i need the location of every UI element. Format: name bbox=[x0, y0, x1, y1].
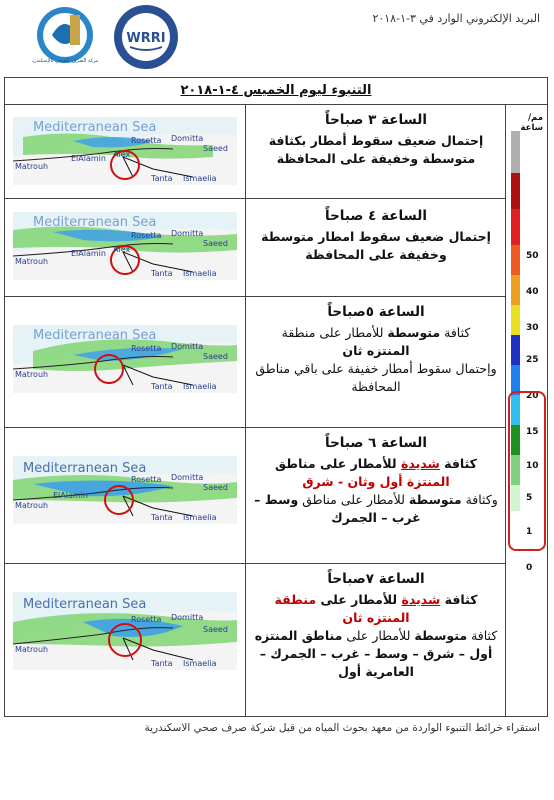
svg-text:Mediterranean Sea: Mediterranean Sea bbox=[33, 120, 157, 135]
map-cell bbox=[5, 199, 246, 296]
svg-text:Alex: Alex bbox=[113, 245, 131, 254]
svg-text:Domitta: Domitta bbox=[171, 134, 204, 143]
legend-swatch bbox=[511, 245, 520, 275]
rain-map-3am bbox=[13, 117, 237, 185]
forecast-line-3: وإحتمال سقوط أمطار خفيفة على باقي مناطق المحافظة bbox=[255, 361, 497, 394]
map-cell bbox=[5, 428, 246, 563]
forecast-text-3am bbox=[247, 105, 505, 198]
svg-text:Mediterranean Sea: Mediterranean Sea bbox=[23, 597, 147, 612]
legend-swatch bbox=[511, 335, 520, 365]
svg-text:Ismaelia: Ismaelia bbox=[183, 659, 217, 668]
rain-map-7am bbox=[13, 592, 237, 670]
legend-label: 5 bbox=[526, 493, 533, 503]
forecast-text-5am bbox=[247, 297, 505, 427]
svg-text:Domitta: Domitta bbox=[171, 342, 204, 351]
forecast-row-5am bbox=[5, 297, 506, 428]
legend-label: 40 bbox=[526, 287, 539, 297]
svg-text:Tanta: Tanta bbox=[151, 659, 173, 668]
rain-map-5am bbox=[13, 325, 237, 393]
hour-label: الساعة ٧صباحاً bbox=[327, 571, 425, 587]
forecast-description: إحتمال ضعيف سقوط أمطار بكثافة متوسطة وخفيفة على المحافظة bbox=[268, 133, 484, 166]
svg-text:Ismaelia: Ismaelia bbox=[183, 513, 217, 522]
svg-text:Mediterranean Sea: Mediterranean Sea bbox=[33, 328, 157, 343]
svg-text:Saeed: Saeed bbox=[203, 625, 228, 634]
hour-label: الساعة ٤ صباحاً bbox=[325, 208, 427, 224]
svg-text:Matrouh: Matrouh bbox=[15, 257, 49, 266]
svg-text:Alex: Alex bbox=[113, 150, 131, 159]
svg-text:Tanta: Tanta bbox=[151, 174, 173, 183]
svg-text:Rosetta: Rosetta bbox=[131, 615, 162, 624]
rain-intensity-legend bbox=[505, 105, 547, 716]
svg-text:Mediterranean Sea: Mediterranean Sea bbox=[23, 461, 147, 476]
logo-left-text: شركة الصرف الصحي بالإسكندرية bbox=[32, 58, 98, 64]
sewage-company-logo bbox=[32, 5, 98, 65]
forecast-paragraph-1: كثافة شديدة للأمطار على مناطق المنتزة أول وثان - شرق bbox=[275, 456, 477, 489]
svg-text:Matrouh: Matrouh bbox=[15, 501, 49, 510]
forecast-row-7am bbox=[5, 564, 506, 716]
svg-text:ElAlamin: ElAlamin bbox=[71, 154, 106, 163]
svg-text:ElAlamin: ElAlamin bbox=[53, 491, 88, 500]
logo-right-text: WRRI bbox=[126, 31, 166, 46]
svg-text:Matrouh: Matrouh bbox=[15, 370, 49, 379]
forecast-paragraph-2: كثافة متوسطة للأمطار على مناطق المنتزه أول – شرق – وسط – غرب – الجمرك – العامرية أول bbox=[254, 628, 498, 679]
svg-text:Ismaelia: Ismaelia bbox=[183, 269, 217, 278]
svg-text:Ismaelia: Ismaelia bbox=[183, 382, 217, 391]
map-cell bbox=[5, 297, 246, 427]
legend-label: 10 bbox=[526, 461, 539, 471]
forecast-text-6am bbox=[247, 428, 505, 563]
svg-text:Matrouh: Matrouh bbox=[15, 162, 49, 171]
legend-label: 1 bbox=[526, 527, 533, 537]
forecast-paragraph-2: وكثافة متوسطة للأمطار على مناطق وسط – غرب – الجمرك bbox=[254, 492, 498, 525]
forecast-description: إحتمال ضعيف سقوط امطار متوسطة وخفيفة على المحافظة bbox=[261, 229, 491, 262]
map-cell bbox=[5, 564, 246, 716]
legend-unit: مم/ساعة bbox=[520, 113, 543, 133]
legend-label: 30 bbox=[526, 323, 539, 333]
footer-note: استقراء خرائط التنبوء الواردة من معهد بحوث المياه من قبل شركة صرف صحي الاسكندرية bbox=[144, 722, 540, 734]
svg-text:Rosetta: Rosetta bbox=[131, 231, 162, 240]
email-date-line: البريد الإلكتروني الوارد في ٣-١-٢٠١٨ bbox=[372, 12, 540, 25]
svg-text:Rosetta: Rosetta bbox=[131, 475, 162, 484]
legend-swatch bbox=[511, 131, 520, 173]
forecast-row-3am bbox=[5, 105, 506, 199]
svg-text:Tanta: Tanta bbox=[151, 513, 173, 522]
svg-text:Saeed: Saeed bbox=[203, 483, 228, 492]
hour-label: الساعة ٣ صباحاً bbox=[325, 112, 427, 128]
forecast-table bbox=[4, 77, 548, 717]
legend-label: 15 bbox=[526, 427, 539, 437]
rain-map-4am bbox=[13, 212, 237, 280]
legend-swatch bbox=[511, 173, 520, 209]
forecast-text-4am bbox=[247, 199, 505, 296]
svg-text:Mediterranean Sea: Mediterranean Sea bbox=[33, 215, 157, 230]
legend-label: 20 bbox=[526, 391, 539, 401]
forecast-line-2: المنتزه ثان bbox=[342, 343, 410, 358]
hour-label: الساعة ٥صباحاً bbox=[327, 304, 425, 320]
legend-swatch bbox=[511, 305, 520, 335]
legend-swatch bbox=[511, 209, 520, 245]
legend-swatch bbox=[511, 275, 520, 305]
forecast-line-1: كثافة متوسطة للأمطار على منطقة bbox=[281, 325, 471, 340]
hour-label: الساعة ٦ صباحاً bbox=[325, 435, 427, 451]
forecast-paragraph-1: كثافة شديدة للأمطار على منطقة المنتزه ثان bbox=[274, 592, 478, 625]
forecast-text-7am bbox=[247, 564, 505, 716]
rain-map-6am bbox=[13, 456, 237, 524]
svg-text:Saeed: Saeed bbox=[203, 239, 228, 248]
svg-text:Rosetta: Rosetta bbox=[131, 136, 162, 145]
legend-label: 25 bbox=[526, 355, 539, 365]
forecast-row-6am bbox=[5, 428, 506, 564]
forecast-title: التنبوء ليوم الخميس ٤-١-٢٠١٨ bbox=[180, 83, 372, 98]
wrri-logo bbox=[112, 3, 180, 71]
legend-label: 50 bbox=[526, 251, 539, 261]
svg-text:Domitta: Domitta bbox=[171, 613, 204, 622]
forecast-title-row bbox=[5, 78, 547, 105]
svg-text:Ismaelia: Ismaelia bbox=[183, 174, 217, 183]
svg-text:Tanta: Tanta bbox=[151, 382, 173, 391]
legend-highlight-box bbox=[508, 391, 546, 551]
svg-text:Domitta: Domitta bbox=[171, 229, 204, 238]
forecast-row-4am bbox=[5, 199, 506, 297]
map-cell bbox=[5, 105, 246, 198]
svg-text:Saeed: Saeed bbox=[203, 144, 228, 153]
svg-text:ElAlamin: ElAlamin bbox=[71, 249, 106, 258]
svg-text:Tanta: Tanta bbox=[151, 269, 173, 278]
svg-text:Domitta: Domitta bbox=[171, 473, 204, 482]
svg-text:Matrouh: Matrouh bbox=[15, 645, 49, 654]
svg-text:Saeed: Saeed bbox=[203, 352, 228, 361]
svg-text:Rosetta: Rosetta bbox=[131, 344, 162, 353]
legend-label: 0 bbox=[526, 563, 533, 573]
